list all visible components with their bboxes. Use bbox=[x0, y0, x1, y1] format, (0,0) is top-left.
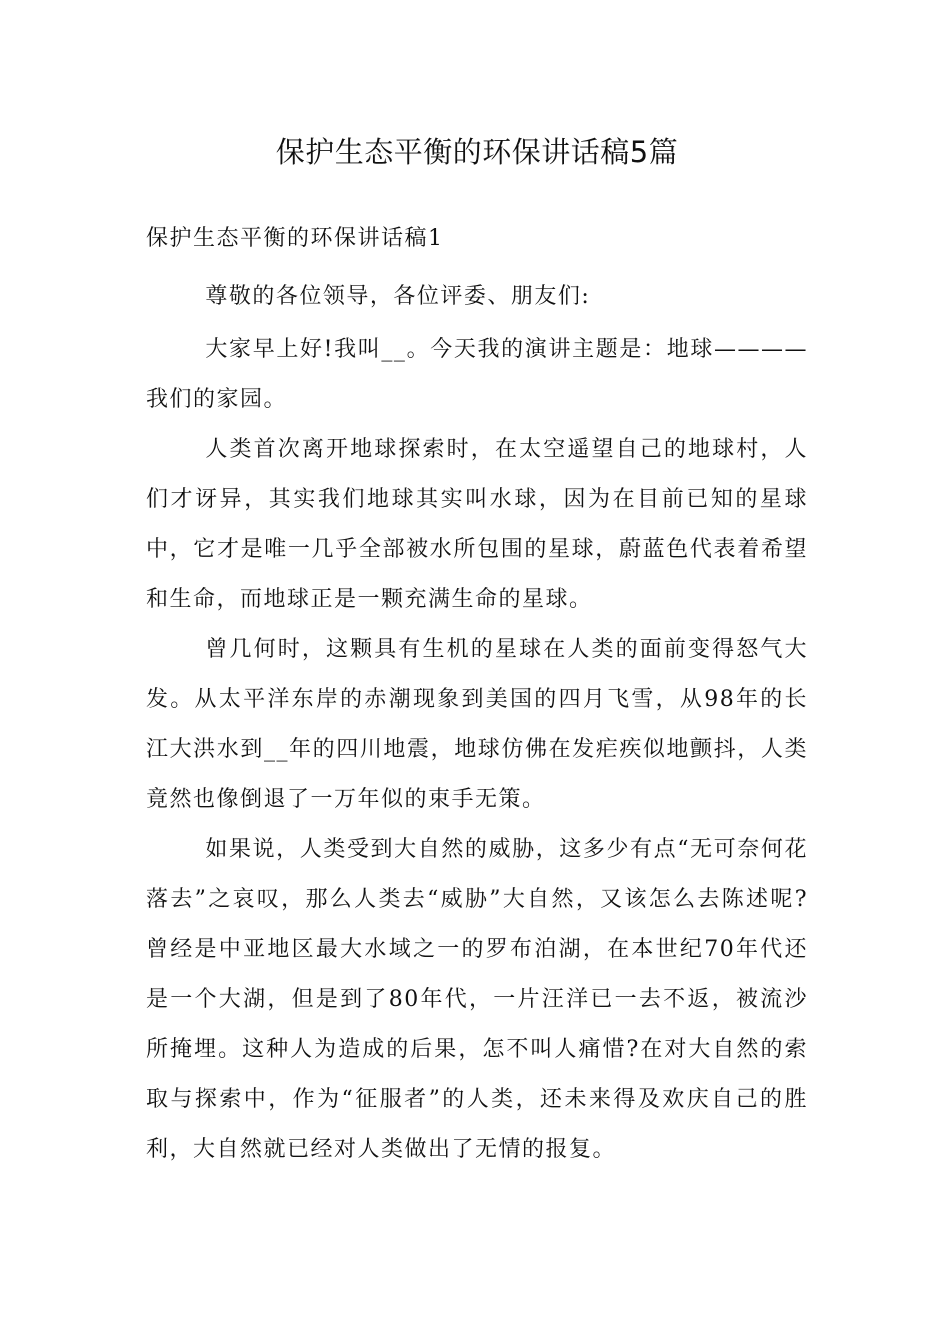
section-title: 保护生态平衡的环保讲话稿1 bbox=[146, 226, 444, 251]
document-title: 保护生态平衡的环保讲话稿5篇 bbox=[275, 135, 679, 169]
paragraph-disasters: 曾几何时，这颗具有生机的星球在人类的面前变得怒气大发。从太平洋东岸的赤潮现象到美国的四月飞雪，从98年的长江大洪水到__年的四川地震，地球仿佛在发疟疾似地颤抖，人类竟然也像倒退了一万年似的束手无策。 bbox=[146, 637, 808, 812]
paragraph-lop-nur: 如果说，人类受到大自然的威胁，这多少有点“无可奈何花落去”之哀叹，那么人类去“威胁”大自然，又该怎么去陈述呢?曾经是中亚地区最大水域之一的罗布泊湖，在本世纪70年代还是一个大湖，但是到了80年代，一片汪洋已一去不返，被流沙所掩埋。这种人为造成的后果，怎不叫人痛惜?在对大自然的索取与探索中，作为“征服者”的人类，还未来得及欢庆自己的胜利，大自然就已经对人类做出了无情的报复。 bbox=[146, 837, 808, 1162]
paragraph-salutation: 尊敬的各位领导，各位评委、朋友们: bbox=[205, 284, 591, 309]
document-body bbox=[146, 224, 808, 1175]
paragraph-earth: 人类首次离开地球探索时，在太空遥望自己的地球村，人们才讶异，其实我们地球其实叫水球，因为在目前已知的星球中，它才是唯一几乎全部被水所包围的星球，蔚蓝色代表着希望和生命，而地球正是一颗充满生命的星球。 bbox=[146, 437, 808, 612]
paragraph-greeting: 大家早上好!我叫__。今天我的演讲主题是：地球————我们的家园。 bbox=[146, 337, 808, 412]
